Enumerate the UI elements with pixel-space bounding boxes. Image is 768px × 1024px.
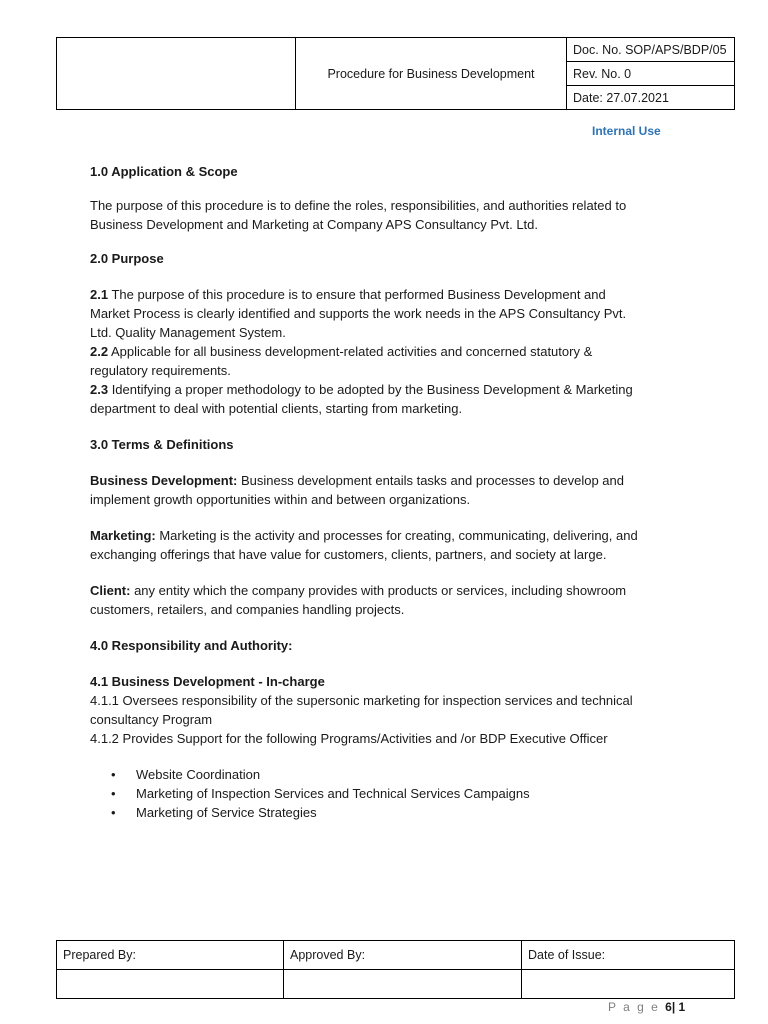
text-line: Ltd. Quality Management System. (90, 325, 286, 340)
text-line: The purpose of this procedure is to ensure that performed Business Development and (108, 287, 606, 302)
definition-business-development (90, 471, 690, 509)
text-line: The purpose of this procedure is to define the roles, responsibilities, and authorities related to (90, 198, 627, 213)
date-of-issue-label: Date of Issue: (522, 941, 735, 970)
text-line: Marketing is the activity and processes for creating, communicating, delivering, and (155, 528, 638, 543)
date-of-issue-value (522, 970, 735, 999)
definition-term: Business Development: (90, 473, 238, 488)
purpose-paragraph (90, 285, 690, 418)
text-line: exchanging offerings that have value for customers, clients, partners, and society at large. (90, 547, 607, 562)
responsibility-items (90, 691, 690, 748)
section-heading-1: 1.0 Application & Scope (90, 164, 238, 179)
text-line: Applicable for all business development-related activities and concerned statutory & (108, 344, 593, 359)
subsection-heading: 4.1 Business Development - In-charge (90, 674, 325, 689)
section-heading-3: 3.0 Terms & Definitions (90, 437, 234, 452)
approved-by-label: Approved By: (284, 941, 522, 970)
text-line: Identifying a proper methodology to be adopted by the Business Development & Marketing (108, 382, 633, 397)
document-title: Procedure for Business Development (296, 38, 567, 110)
page-label: P a g e (608, 1000, 666, 1014)
section-heading-4: 4.0 Responsibility and Authority: (90, 638, 293, 653)
definition-marketing (90, 526, 690, 564)
list-item: • Website Coordination (136, 765, 690, 784)
definition-client (90, 581, 690, 619)
text-line: Market Process is clearly identified and supports the work needs in the APS Consultancy Pvt. (90, 306, 627, 321)
classification-label: Internal Use (592, 124, 661, 138)
page-number-value: 6| 1 (665, 1000, 686, 1014)
clause-number: 2.1 (90, 287, 109, 302)
text-line: any entity which the company provides with products or services, including showroom (130, 583, 627, 598)
list-item: • Marketing of Inspection Services and Technical Services Campaigns (136, 784, 690, 803)
prepared-by-label: Prepared By: (57, 941, 284, 970)
prepared-by-value (57, 970, 284, 999)
signoff-table (56, 940, 735, 999)
text-line: consultancy Program (90, 712, 213, 727)
doc-number: Doc. No. SOP/APS/BDP/05 (567, 38, 735, 62)
text-line: regulatory requirements. (90, 363, 231, 378)
text-line: department to deal with potential clients, starting from marketing. (90, 401, 463, 416)
revision-number: Rev. No. 0 (567, 62, 735, 86)
definition-term: Client: (90, 583, 131, 598)
document-header-table (56, 37, 735, 110)
list-item: • Marketing of Service Strategies (136, 803, 690, 822)
text-line: 4.1.2 Provides Support for the following Programs/Activities and /or BDP Executive Officer (90, 731, 608, 746)
definition-term: Marketing: (90, 528, 156, 543)
clause-number: 2.2 (90, 344, 109, 359)
text-line: customers, retailers, and companies handling projects. (90, 602, 405, 617)
text-line: Business development entails tasks and processes to develop and (237, 473, 624, 488)
scope-paragraph (90, 196, 690, 234)
text-line: 4.1.1 Oversees responsibility of the supersonic marketing for inspection services and technical (90, 693, 633, 708)
document-body (90, 162, 690, 822)
text-line: Business Development and Marketing at Company APS Consultancy Pvt. Ltd. (90, 217, 539, 232)
approved-by-value (284, 970, 522, 999)
section-heading-2: 2.0 Purpose (90, 251, 164, 266)
document-date: Date: 27.07.2021 (567, 86, 735, 110)
bullet-list (90, 765, 690, 822)
text-line: implement growth opportunities within and between organizations. (90, 492, 471, 507)
page-number (608, 1000, 685, 1014)
clause-number: 2.3 (90, 382, 109, 397)
logo-cell (57, 38, 296, 110)
